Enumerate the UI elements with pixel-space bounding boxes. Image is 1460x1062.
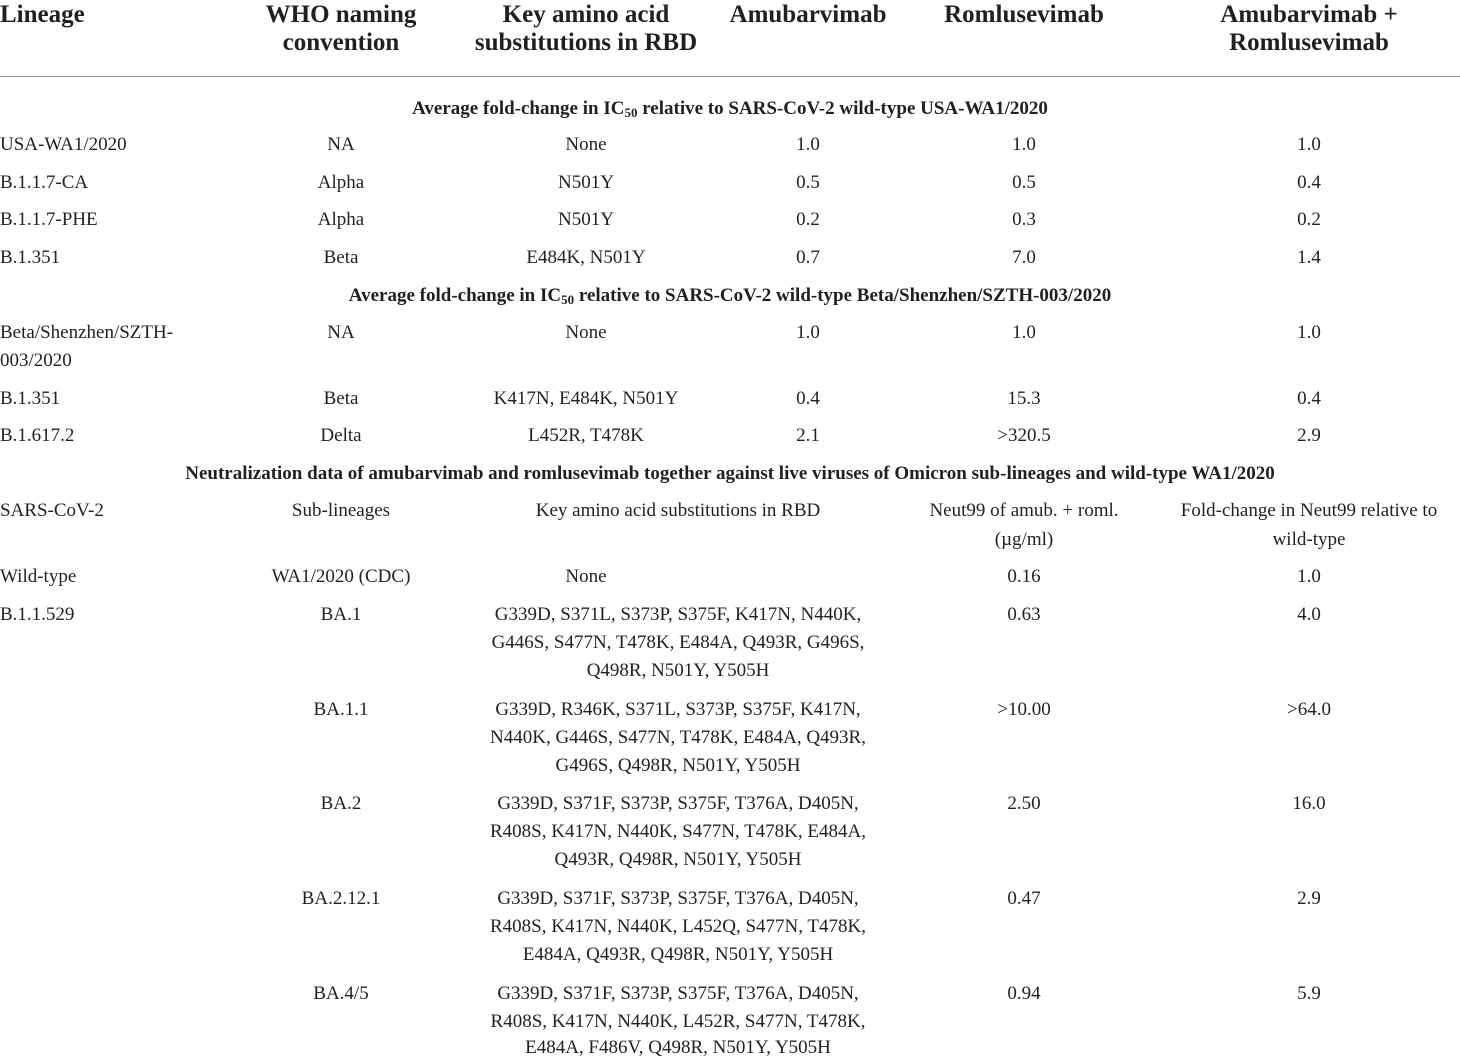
cell-lineage: B.1.1.7-PHE bbox=[0, 209, 98, 230]
cell-substitutions-line1: G339D, S371F, S373P, S375F, T376A, D405N, bbox=[497, 793, 859, 814]
cell-lineage: USA-WA1/2020 bbox=[0, 134, 127, 155]
cell-romlusevimab: 7.0 bbox=[1012, 247, 1036, 268]
cell-romlusevimab: 0.3 bbox=[1012, 209, 1036, 230]
cell-substitutions: N501Y bbox=[558, 172, 614, 193]
cell-sub-lineage: BA.4/5 bbox=[313, 983, 369, 1004]
cell-neut99: 0.94 bbox=[1007, 983, 1041, 1004]
cell-substitutions-line2: R408S, K417N, N440K, S477N, T478K, E484A, bbox=[490, 821, 866, 842]
cell-substitutions-line3: G496S, Q498R, N501Y, Y505H bbox=[555, 755, 801, 776]
subheader-sub-lineages: Sub-lineages bbox=[291, 500, 391, 521]
cell-sub-lineage: BA.2.12.1 bbox=[301, 888, 381, 909]
header-combo-line1: Amubarvimab + bbox=[1220, 1, 1398, 28]
cell-fold-change: >64.0 bbox=[1287, 699, 1331, 720]
cell-lineage: B.1.351 bbox=[0, 388, 61, 409]
cell-neut99: 0.63 bbox=[1007, 604, 1041, 625]
cell-combo: 0.2 bbox=[1297, 209, 1321, 230]
cell-substitutions-line3: E484A, Q493R, Q498R, N501Y, Y505H bbox=[522, 944, 834, 965]
header-who-line2: convention bbox=[282, 29, 400, 56]
cell-substitutions-line1: G339D, S371F, S373P, S375F, T376A, D405N, bbox=[497, 983, 859, 1004]
section-3-title: Neutralization data of amubarvimab and romlusevimab together against live viruses of Omicron sub-lineages and wild-type WA1/2020 bbox=[185, 463, 1275, 484]
cell-lineage: B.1.617.2 bbox=[0, 425, 75, 446]
cell-substitutions: N501Y bbox=[558, 209, 614, 230]
cell-fold-change: 16.0 bbox=[1292, 793, 1326, 814]
cell-lineage: B.1.1.529 bbox=[0, 604, 75, 625]
cell-combo: 1.0 bbox=[1297, 134, 1321, 155]
cell-amubarvimab: 0.4 bbox=[796, 388, 820, 409]
cell-combo: 0.4 bbox=[1297, 172, 1321, 193]
cell-lineage: B.1.351 bbox=[0, 247, 61, 268]
header-substitutions-line1: Key amino acid bbox=[502, 1, 670, 28]
cell-lineage: Wild-type bbox=[0, 566, 77, 587]
cell-amubarvimab: 1.0 bbox=[796, 134, 820, 155]
cell-substitutions-line2: N440K, G446S, S477N, T478K, E484A, Q493R, bbox=[490, 727, 866, 748]
cell-combo: 1.4 bbox=[1297, 247, 1321, 268]
cell-who: Alpha bbox=[317, 209, 365, 230]
cell-substitutions: L452R, T478K bbox=[528, 425, 644, 446]
header-who-line1: WHO naming bbox=[265, 1, 417, 28]
cell-substitutions-line2: R408S, K417N, N440K, L452Q, S477N, T478K, bbox=[490, 916, 866, 937]
cell-sub-lineage: BA.2 bbox=[320, 793, 362, 814]
cell-substitutions-line3: Q493R, Q498R, N501Y, Y505H bbox=[554, 849, 802, 870]
cell-sub-lineage: BA.1.1 bbox=[313, 699, 369, 720]
cell-neut99: 0.16 bbox=[1007, 566, 1041, 587]
cell-substitutions-line3: Q498R, N501Y, Y505H bbox=[586, 660, 770, 681]
cell-fold-change: 5.9 bbox=[1297, 983, 1321, 1004]
cell-substitutions-line1: G339D, S371F, S373P, S375F, T376A, D405N, bbox=[497, 888, 859, 909]
cell-fold-change: 1.0 bbox=[1297, 566, 1321, 587]
subheader-neut99-line2: (µg/ml) bbox=[994, 529, 1054, 550]
header-romlusevimab: Romlusevimab bbox=[944, 1, 1104, 28]
cell-substitutions: None bbox=[565, 322, 607, 343]
header-rule bbox=[0, 76, 1460, 77]
cell-romlusevimab: >320.5 bbox=[997, 425, 1051, 446]
cell-romlusevimab: 1.0 bbox=[1012, 134, 1036, 155]
cell-substitutions: None bbox=[565, 134, 607, 155]
section-1-title: Average fold-change in $IC_{50}$ relative to SARS-CoV-2 wild-type USA-WA1/2020 bbox=[412, 98, 1048, 120]
cell-substitutions-line2: G446S, S477N, T478K, E484A, Q493R, G496S, bbox=[491, 632, 865, 653]
cell-amubarvimab: 2.1 bbox=[796, 425, 820, 446]
cell-neut99: 0.47 bbox=[1007, 888, 1041, 909]
subheader-fold-change-line1: Fold-change in Neut99 relative to bbox=[1180, 500, 1438, 521]
cell-combo: 2.9 bbox=[1297, 425, 1321, 446]
cell-substitutions: E484K, N501Y bbox=[526, 247, 646, 268]
cell-romlusevimab: 1.0 bbox=[1012, 322, 1036, 343]
subheader-substitutions: Key amino acid substitutions in RBD bbox=[535, 500, 821, 521]
cell-who: Beta bbox=[323, 388, 359, 409]
header-amubarvimab: Amubarvimab bbox=[729, 1, 887, 28]
cell-amubarvimab: 1.0 bbox=[796, 322, 820, 343]
cell-sub-lineage: BA.1 bbox=[320, 604, 362, 625]
cell-amubarvimab: 0.5 bbox=[796, 172, 820, 193]
header-substitutions-line2: substitutions in RBD bbox=[474, 29, 698, 56]
cell-sub-lineage: WA1/2020 (CDC) bbox=[271, 566, 411, 587]
header-combo-line2: Romlusevimab bbox=[1229, 29, 1389, 56]
cell-amubarvimab: 0.2 bbox=[796, 209, 820, 230]
cell-substitutions: None bbox=[565, 566, 607, 587]
cell-who: Delta bbox=[320, 425, 362, 446]
cell-who: NA bbox=[327, 134, 355, 155]
cell-lineage: B.1.1.7-CA bbox=[0, 172, 89, 193]
cell-lineage-line2: 003/2020 bbox=[0, 350, 72, 371]
subheader-sars-cov-2: SARS-CoV-2 bbox=[0, 500, 104, 521]
cell-fold-change: 4.0 bbox=[1297, 604, 1321, 625]
cell-substitutions: K417N, E484K, N501Y bbox=[493, 388, 679, 409]
cell-combo: 0.4 bbox=[1297, 388, 1321, 409]
cell-who: Alpha bbox=[317, 172, 365, 193]
cell-lineage-line1: Beta/Shenzhen/SZTH- bbox=[0, 322, 174, 343]
cell-neut99: 2.50 bbox=[1007, 793, 1041, 814]
section-2-title: Average fold-change in $IC_{50}$ relative to SARS-CoV-2 wild-type Beta/Shenzhen/SZTH-003/2020 bbox=[348, 285, 1112, 307]
header-lineage: Lineage bbox=[0, 1, 85, 28]
cell-fold-change: 2.9 bbox=[1297, 888, 1321, 909]
cell-romlusevimab: 0.5 bbox=[1012, 172, 1036, 193]
cell-neut99: >10.00 bbox=[997, 699, 1051, 720]
subheader-neut99-line1: Neut99 of amub. + roml. bbox=[929, 500, 1119, 521]
cell-who: NA bbox=[327, 322, 355, 343]
cell-combo: 1.0 bbox=[1297, 322, 1321, 343]
cell-substitutions-line1: G339D, R346K, S371L, S373P, S375F, K417N, bbox=[495, 699, 861, 720]
cell-substitutions-line1: G339D, S371L, S373P, S375F, K417N, N440K, bbox=[494, 604, 862, 625]
subheader-fold-change-line2: wild-type bbox=[1272, 529, 1346, 550]
cell-romlusevimab: 15.3 bbox=[1007, 388, 1041, 409]
cell-who: Beta bbox=[323, 247, 359, 268]
cell-substitutions-line2: R408S, K417N, N440K, L452R, S477N, T478K, bbox=[490, 1011, 866, 1032]
cell-amubarvimab: 0.7 bbox=[796, 247, 820, 268]
cell-substitutions-line3: E484A, F486V, Q498R, N501Y, Y505H bbox=[525, 1037, 831, 1058]
